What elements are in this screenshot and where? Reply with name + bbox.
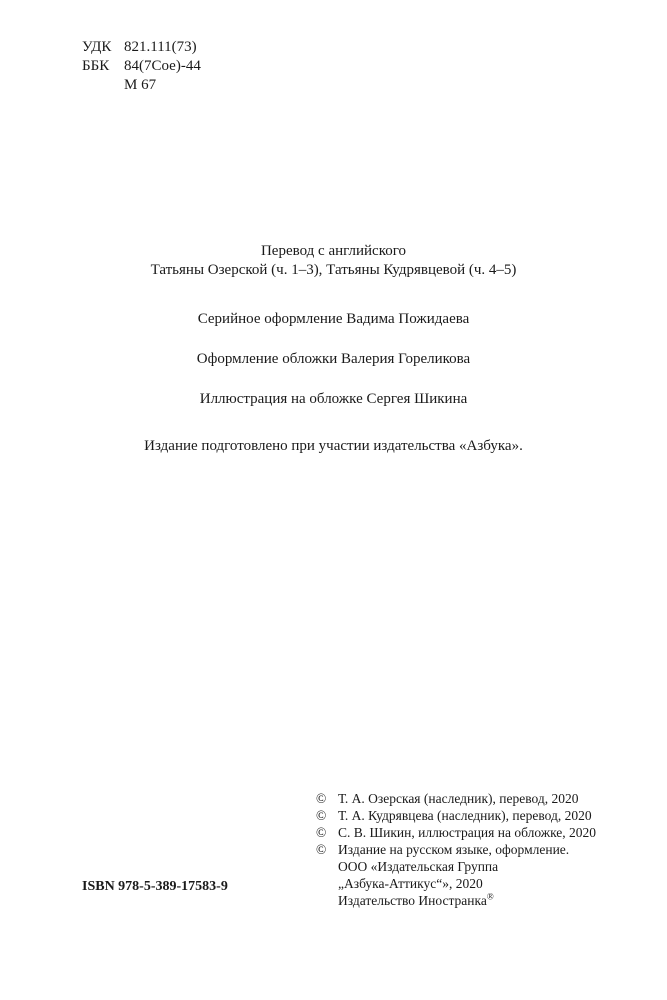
bbk-label: ББК <box>82 58 110 74</box>
cover-design-credit: Оформление обложки Валерия Гореликова <box>196 351 471 367</box>
bbk-row <box>82 57 201 76</box>
udk-row <box>82 38 201 57</box>
publisher-line <box>316 892 596 909</box>
copyright-symbol: © <box>316 825 327 840</box>
copyright-symbol: © <box>316 791 327 806</box>
bbk-value: 84(7Сое)-44 <box>124 58 201 74</box>
copyright-text-7: Издательство Иностранка <box>338 893 487 908</box>
copyright-line <box>316 790 596 807</box>
copyright-symbol: © <box>316 808 327 823</box>
copyright-line <box>316 807 596 824</box>
classification-block <box>82 38 201 95</box>
copyright-text-3: С. В. Шикин, иллюстрация на обложке, 2020 <box>338 825 597 840</box>
cover-illustration-credit: Иллюстрация на обложке Сергея Шикина <box>199 391 468 407</box>
copyright-text-5: ООО «Издательская Группа <box>338 859 499 874</box>
prepared-note: Издание подготовлено при участии издательства «Азбука». <box>144 438 523 454</box>
udk-value: 821.111(73) <box>124 39 197 55</box>
isbn: ISBN 978-5-389-17583-9 <box>82 879 228 894</box>
copyright-text-6: „Азбука-Аттикус“», 2020 <box>338 876 483 891</box>
copyright-line <box>316 824 596 841</box>
udk-label: УДК <box>82 39 112 55</box>
translation-line-2: Татьяны Озерской (ч. 1–3), Татьяны Кудрявцевой (ч. 4–5) <box>150 262 517 278</box>
copyright-line <box>316 841 596 858</box>
copyright-block <box>316 790 596 909</box>
copyright-text-1: Т. А. Озерская (наследник), перевод, 2020 <box>338 791 579 806</box>
copyright-text-2: Т. А. Кудрявцева (наследник), перевод, 2020 <box>338 808 592 823</box>
translation-line-1: Перевод с английского <box>260 243 407 259</box>
translation-credit <box>0 242 667 280</box>
registered-mark: ® <box>486 891 494 902</box>
author-mark-row <box>82 76 201 95</box>
author-mark: М 67 <box>124 77 157 93</box>
series-design-credit: Серийное оформление Вадима Пожидаева <box>197 311 470 327</box>
copyright-text-4: Издание на русском языке, оформление. <box>338 842 570 857</box>
copyright-symbol: © <box>316 842 327 857</box>
